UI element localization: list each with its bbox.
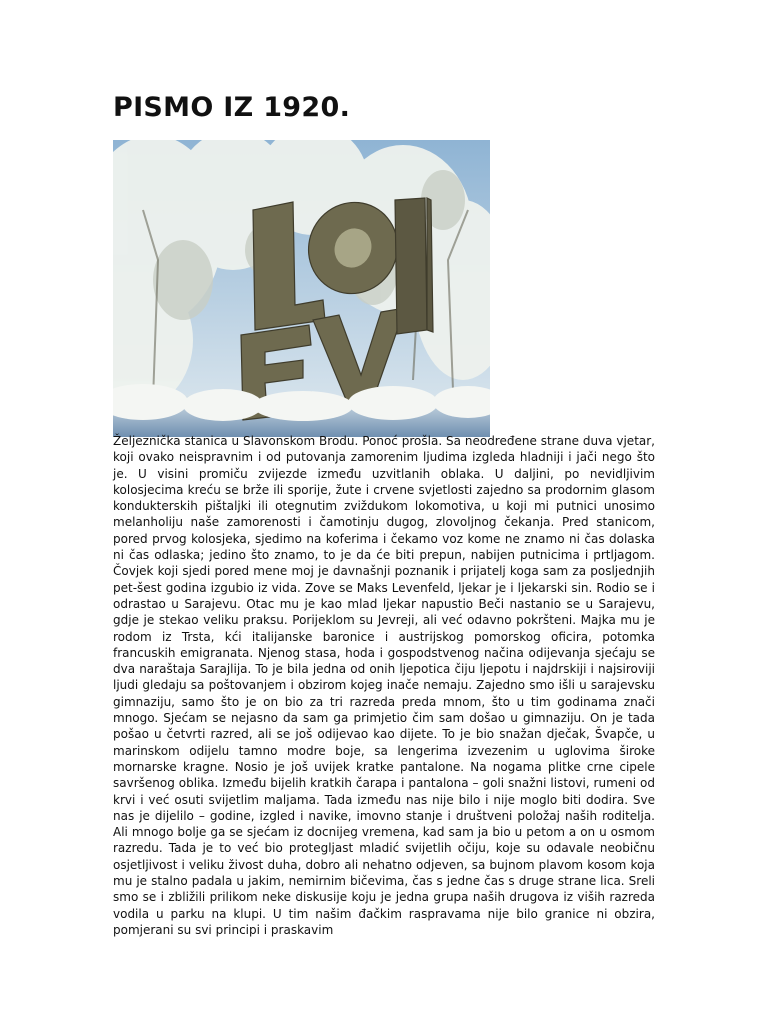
love-sculpture-photo [113, 140, 490, 437]
page-title: PISMO IZ 1920. [113, 92, 351, 123]
article-body: Željeznička stanica u Slavonskom Brodu. Ponoć prošla. Sa neodređene strane duva vjetar, koji ovako neispravnim i od putovanja zamorenim ljudima izgleda hladniji i jači nego što je. U visini promiču zvijezde između uzvitlanih oblaka. U daljini, po nevidljivim kolosjecima kreću se brže ili sporije, žute i crvene svjetlosti zajedno sa prodornim glasom kondukterskih pištaljki ili otegnutim zviždukom lokomotiva, u koji mi putnici unosimo melanholiju naše zamorenosti i čamotinju dugog, zlovoljnog čekanja. Pred stanicom, pored prvog kolosjeka, sjedimo na koferima i čekamo voz kome ne znamo ni čas dolaska ni čas odlaska; jedino što znamo, to je da će biti prepun, nabijen putnicima i prtljagom. Čovjek koji sjedi pored mene moj je davnašnji poznanik i prijatelj koga sam za posljednjih pet-šest godina izgubio iz vida. Zove se Maks Levenfeld, ljekar je i ljekarski sin. Rodio se i odrastao u Sarajevu. Otac mu je kao mlad ljekar napustio Beči nastanio se u Sarajevu, gdje je stekao veliku praksu. Porijeklom su Jevreji, ali već odavno pokršteni. Majka mu je rodom iz Trsta, kći italijanske baronice i austrijskog pomorskog oficira, potomka francuskih emigranata. Njenog stasa, hoda i gospodstvenog načina odijevanja sjećaju se dva naraštaja Sarajlija. To je bila jedna od onih ljepotica čiju ljepotu i najdrskiji i najsiroviji ljudi gledaju sa poštovanjem i obzirom kojeg inače nemaju. Zajedno smo išli u sarajevsku gimnaziju, samo što je on bio za tri razreda preda mnom, što u tim godinama znači mnogo. Sjećam se nejasno da sam ga primjetio čim sam došao u gimnaziju. On je tada pošao u četvrti razred, ali se još odijevao kao dijete. To je bio snažan dječak, Švapče, u marinskom odijelu tamno modre boje, sa lengerima izvezenim u uglovima široke mornarske kragne. Nosio je još uvijek kratke pantalone. Na nogama plitke crne cipele savršenog oblika. Između bijelih kratkih čarapa i pantalona – goli snažni listovi, rumeni od krvi i već osuti svijetlim maljama. Tada između nas nije bilo i nije moglo biti dodira. Sve nas je dijelilo – godine, izgled i navike, imovno stanje i društveni položaj naših roditelja. Ali mnogo bolje ga se sjećam iz docnijeg vremena, kad sam ja bio u petom a on u osmom razredu. Tada je to već bio protegljast mladić svijetlih očiju, koje su odavale neobičnu osjetljivost i veliku živost duha, dobro ali nehatno odjeven, sa bujnom plavom kosom koja mu je stalno padala u jakim, nemirnim bičevima, čas s jedne čas s druge strane lica. Sreli smo se i zbližili prilikom neke diskusije koju je jedna grupa naših drugova iz viših razreda vodila u parku na klupi. U tim našim đačkim raspravama nije bilo granice ni obzira, pomjerani su svi principi i praskavim [113, 434, 655, 937]
photo-illustration [113, 140, 490, 437]
